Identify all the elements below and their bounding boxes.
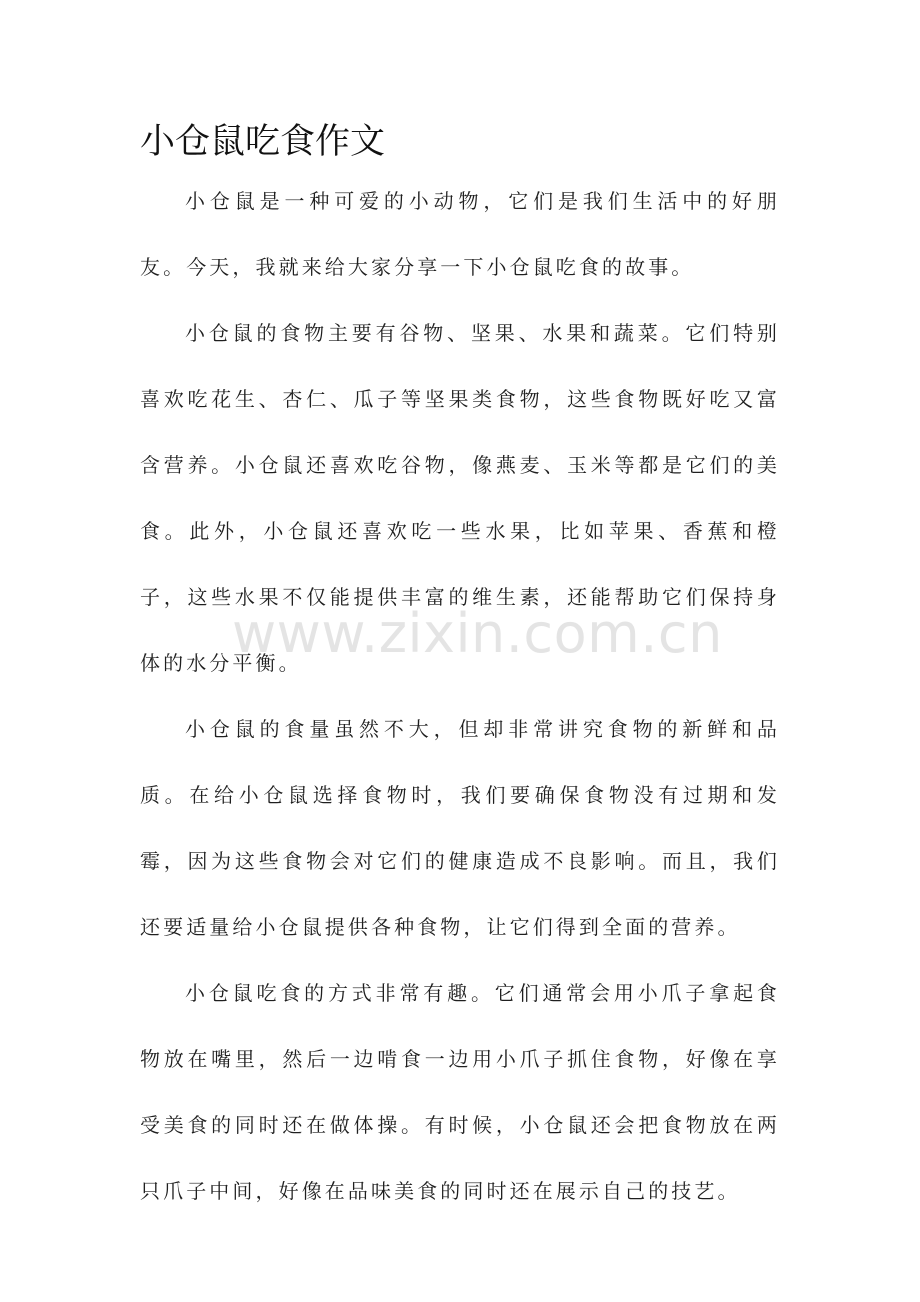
paragraph-1: 小仓鼠是一种可爱的小动物，它们是我们生活中的好朋友。今天，我就来给大家分享一下小仓鼠吃食的故事。 — [140, 189, 780, 279]
document-title: 小仓鼠吃食作文 — [140, 122, 386, 162]
document-body — [140, 168, 780, 1224]
paragraph-4: 小仓鼠吃食的方式非常有趣。它们通常会用小爪子拿起食物放在嘴里，然后一边啃食一边用小爪子抓住食物，好像在享受美食的同时还在做体操。有时候，小仓鼠还会把食物放在两只爪子中间，好像在品味美食的同时还在展示自己的技艺。 — [140, 981, 780, 1203]
watermark: www.zixin.com.cn — [232, 602, 723, 665]
paragraph-2: 小仓鼠的食物主要有谷物、坚果、水果和蔬菜。它们特别喜欢吃花生、杏仁、瓜子等坚果类食物，这些食物既好吃又富含营养。小仓鼠还喜欢吃谷物，像燕麦、玉米等都是它们的美食。此外，小仓鼠还喜欢吃一些水果，比如苹果、香蕉和橙子，这些水果不仅能提供丰富的维生素，还能帮助它们保持身体的水分平衡。 — [140, 321, 780, 675]
paragraph-3: 小仓鼠的食量虽然不大，但却非常讲究食物的新鲜和品质。在给小仓鼠选择食物时，我们要确保食物没有过期和发霉，因为这些食物会对它们的健康造成不良影响。而且，我们还要适量给小仓鼠提供各种食物，让它们得到全面的营养。 — [140, 717, 780, 939]
